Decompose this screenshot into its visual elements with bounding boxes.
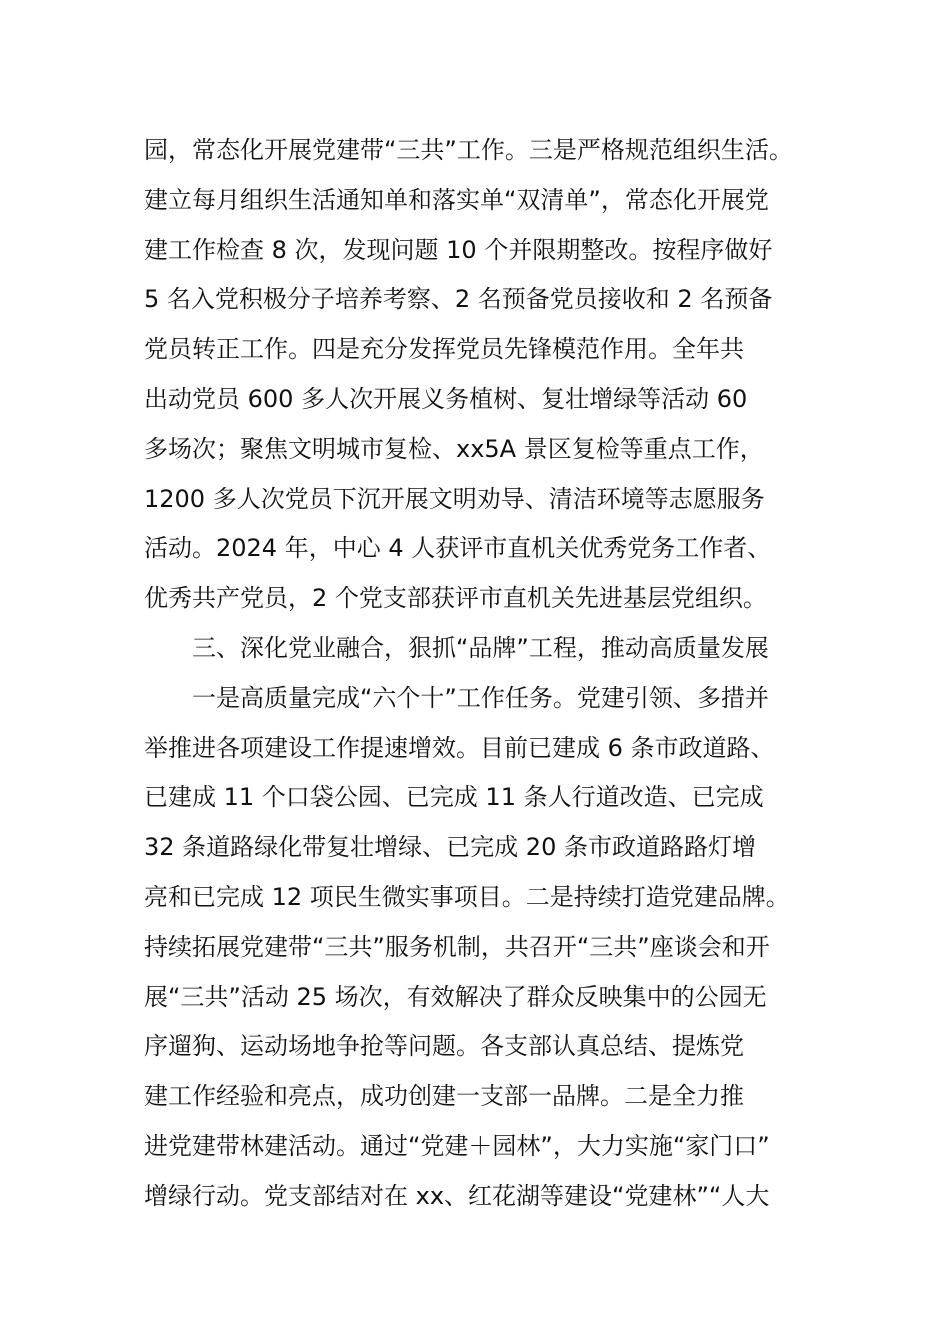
- text-line: 举推进各项建设工作提速增效。目前已建成 6 条市政道路、: [144, 733, 775, 762]
- text-line: 建工作检查 8 次，发现问题 10 个并限期整改。按程序做好: [144, 235, 773, 264]
- text-line: 展“三共”活动 25 场次，有效解决了群众反映集中的公园无: [144, 982, 767, 1011]
- text-line: 5 名入党积极分子培养考察、2 名预备党员接收和 2 名预备: [144, 285, 773, 314]
- text-line: 序遛狗、运动场地争抢等问题。各支部认真总结、提炼党: [144, 1032, 744, 1061]
- text-line: 建工作经验和亮点，成功创建一支部一品牌。二是全力推: [144, 1082, 744, 1111]
- section-heading: 三、深化党业融合，狠抓“品牌”工程，推动高质量发展: [192, 633, 769, 662]
- text-line: 建立每月组织生活通知单和落实单“双清单”，常态化开展党: [144, 185, 769, 214]
- body-text: [144, 126, 824, 1222]
- text-line: 增绿行动。党支部结对在 xx、红花湖等建设“党建林”“人大: [144, 1181, 770, 1210]
- text-line: 出动党员 600 多人次开展义务植树、复壮增绿等活动 60: [144, 384, 748, 413]
- text-line: 进党建带林建活动。通过“党建＋园林”，大力实施“家门口”: [144, 1131, 770, 1160]
- text-line: 已建成 11 个口袋公园、已完成 11 条人行道改造、已完成: [144, 783, 764, 812]
- text-line: 持续拓展党建带“三共”服务机制，共召开“三共”座谈会和开: [144, 932, 770, 961]
- text-line: 园，常态化开展党建带“三共”工作。三是严格规范组织生活。: [144, 136, 793, 164]
- text-line: 32 条道路绿化带复壮增绿、已完成 20 条市政道路路灯增: [144, 833, 756, 862]
- text-line: 活动。2024 年，中心 4 人获评市直机关优秀党务工作者、: [144, 534, 772, 563]
- text-line: 党员转正工作。四是充分发挥党员先锋模范作用。全年共: [144, 335, 744, 364]
- paragraph-start-line: 一是高质量完成“六个十”工作任务。党建引领、多措并: [192, 683, 769, 712]
- text-line: 亮和已完成 12 项民生微实事项目。二是持续打造党建品牌。: [144, 882, 790, 911]
- text-line: 优秀共产党员，2 个党支部获评市直机关先进基层党组织。: [144, 584, 767, 613]
- text-line: 多场次；聚焦文明城市复检、xx5A 景区复检等重点工作，: [144, 434, 764, 463]
- text-line: 1200 多人次党员下沉开展文明劝导、清洁环境等志愿服务: [144, 484, 765, 513]
